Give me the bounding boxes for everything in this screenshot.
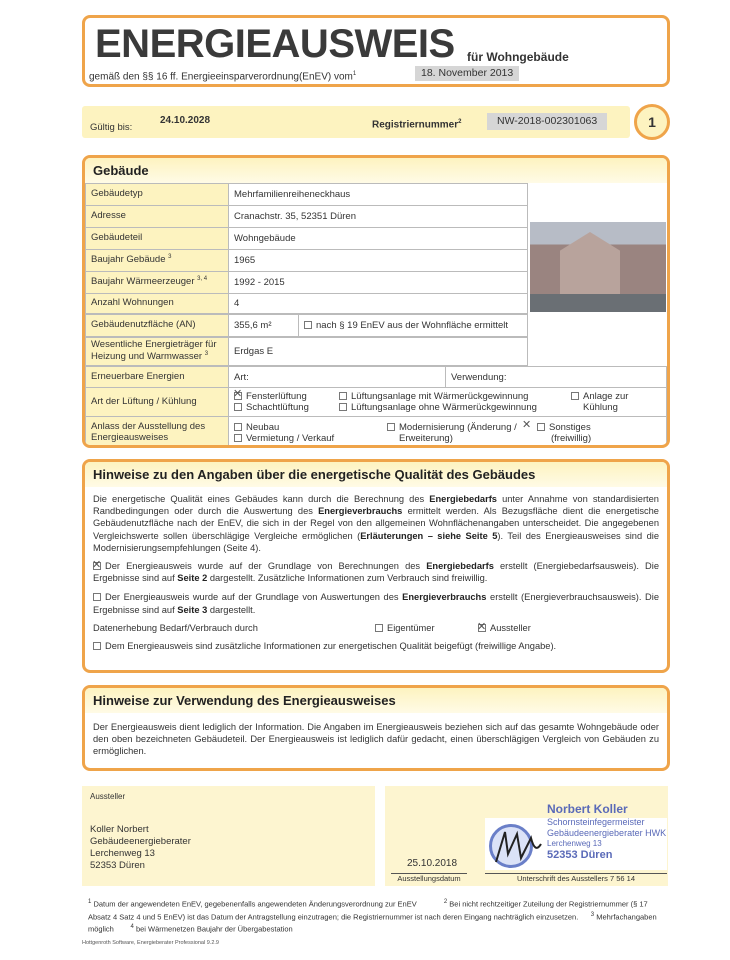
new-building-checkbox[interactable] xyxy=(234,423,242,431)
signature-panel xyxy=(385,786,668,886)
issuer-checkbox[interactable] xyxy=(478,624,486,632)
row-ventilation: Art der Lüftung / Kühlung ✕ Fensterlüftung Schachtlüftung Lüftungsanlage mit Wärmerückgewinnung Lüftungsanlage ohne Wärmerückgewinnung Anlage zur Kühlung xyxy=(86,388,667,417)
software-credit: Hottgenroth Software, Energieberater Professional 9.2.9 xyxy=(82,940,219,946)
page-number-badge: 1 xyxy=(634,104,670,140)
owner-checkbox[interactable] xyxy=(375,624,383,632)
building-photo xyxy=(530,222,666,312)
data-collection-row: Datenerhebung Bedarf/Verbrauch durch Eigentümer ✕ Aussteller xyxy=(85,622,667,635)
stamp-text: Norbert Koller Schornsteinfegermeister Gebäudeenergieberater HWK Lerchenweg 13 52353 Düren xyxy=(547,802,667,861)
usage-notes-section xyxy=(82,685,670,771)
document-title: ENERGIEAUSWEIS xyxy=(95,22,455,66)
rental-sale-checkbox[interactable] xyxy=(234,434,242,442)
footnotes: $^1$ Datum der angewendeten EnEV, gegebenenfalls angewendeten Änderungsverordnung zur EnEV $^2$ Bei nicht rechtzeitiger Zuteilung der Registriernummer (§ 17 Absatz 4 Satz 4 und 5 EnEV) ist das Datum der Antragstellung einzutragen; die Registriernummer ist nach deren Eingang nachträglich einzusetzen. $^3$ Mehrfachangaben möglich $^4$ bei Wärmenetzen Baujahr der Übergabestation xyxy=(88,899,657,934)
document-subtitle: für Wohngebäude xyxy=(467,50,569,64)
valid-until-date: 24.10.2028 xyxy=(160,115,211,126)
area-checkbox[interactable] xyxy=(304,321,312,329)
registration-number: NW-2018-002301063 xyxy=(487,113,607,130)
law-date: 18. November 2013 xyxy=(415,66,519,81)
title-box xyxy=(82,15,670,87)
law-reference: gemäß den §§ 16 ff. Energieeinsparverordnung(EnEV) vom$^1$ xyxy=(89,71,357,83)
issue-date-label: Ausstellungsdatum xyxy=(391,873,467,883)
row-energy-carrier: Wesentliche Energieträger für Heizung und Warmwasser $^3$ Erdgas E xyxy=(86,338,528,366)
demand-option: ✕Der Energieausweis wurde auf der Grundlage von Berechnungen des Energiebedarfs erstellt (Energiebedarfsausweis). Die Ergebnisse sind auf Seite 2 dargestellt. Zusätzliche Informationen zum Verbrauch sind freiwillig. xyxy=(85,560,667,584)
row-building-part: Gebäudeteil Wohngebäude xyxy=(86,228,528,250)
section-title: Hinweise zu den Angaben über die energetische Qualität des Gebäudes xyxy=(85,462,667,487)
issue-date: 25.10.2018 xyxy=(407,858,458,869)
valid-until-label: Gültig bis: xyxy=(90,122,133,133)
usage-text: Der Energieausweis dient lediglich der Information. Die Angaben im Energieausweis beziehen sich auf das gesamte Wohngebäude oder den oben bezeichneten Gebäudeteil. Der Energieausweis ist lediglich dafür gedacht, einen überschlägigen Vergleich von Gebäuden zu ermöglichen. xyxy=(93,722,659,757)
extra-info-checkbox[interactable] xyxy=(93,642,101,650)
ventilation-with-recovery-checkbox[interactable] xyxy=(339,392,347,400)
row-renewables: Erneuerbare Energien Art: Verwendung: xyxy=(86,367,667,388)
window-ventilation-checkbox[interactable] xyxy=(234,392,242,400)
ventilation-without-recovery-checkbox[interactable] xyxy=(339,403,347,411)
section-title: Gebäude xyxy=(85,158,667,183)
row-year-built: Baujahr Gebäude $^3$ 1965 xyxy=(86,250,528,272)
other-checkbox[interactable] xyxy=(537,423,545,431)
stamp-name: Norbert Koller xyxy=(547,802,628,816)
consumption-option: Der Energieausweis wurde auf der Grundlage von Auswertungen des Energieverbrauchs erstellt (Energieverbrauchsausweis). Die Ergebnisse sind auf Seite 3 dargestellt. xyxy=(93,592,659,615)
row-heater-year: Baujahr Wärmeerzeuger $^{3, 4}$ 1992 - 2015 xyxy=(86,272,528,294)
row-apartments: Anzahl Wohnungen 4 xyxy=(86,294,528,314)
cooling-checkbox[interactable] xyxy=(571,392,579,400)
shaft-ventilation-checkbox[interactable] xyxy=(234,403,242,411)
modernization-checkbox[interactable] xyxy=(387,423,395,431)
demand-checkbox[interactable] xyxy=(93,562,101,570)
validity-bar xyxy=(82,106,630,138)
consumption-checkbox[interactable] xyxy=(93,593,101,601)
signature xyxy=(493,824,545,869)
row-usable-area: Gebäudenutzfläche (AN) 355,6 m² nach § 19 EnEV aus der Wohnfläche ermittelt xyxy=(86,315,528,337)
building-section xyxy=(82,155,670,448)
extra-info-option: Dem Energieausweis sind zusätzliche Informationen zur energetischen Qualität beigefügt (freiwillige Angabe). xyxy=(85,640,667,652)
row-address: Adresse Cranachstr. 35, 52351 Düren xyxy=(86,206,528,228)
section-title: Hinweise zur Verwendung des Energieausweises xyxy=(85,688,667,713)
quality-notes-section xyxy=(82,459,670,673)
registration-label: Registriernummer$^2$ xyxy=(372,119,462,131)
row-building-type: Gebäudetyp Mehrfamilienreiheneckhaus xyxy=(86,184,528,206)
issuer-panel: Aussteller Koller Norbert Gebäudeenergieberater Lerchenweg 13 52353 Düren xyxy=(82,786,375,886)
notes-intro: Die energetische Qualität eines Gebäudes kann durch die Berechnung des Energiebedarfs unter Annahme von standardisierten Randbedingungen oder durch die Auswertung des Energieverbrauchs ermittelt werden. Als Bezugsfläche dient die energetische Gebäudenutzfläche nach der EnEV, die sich in der Regel von den allgemeinen Wohnflächenangaben unterscheidet. Die angegebenen Vergleichswerte sollen überschlägige Vergleiche ermöglichen (Erläuterungen – siehe Seite 5). Teil des Energieausweises sind die Modernisierungsempfehlungen (Seite 4). xyxy=(93,494,660,553)
signature-label: Unterschrift des Ausstellers 7 56 14 xyxy=(485,873,667,883)
row-issuance-reason: Anlass der Ausstellung des Energieausweises Neubau Vermietung / Verkauf Modernisierung (Änderung / Erweiterung) ✕Sonstiges (freiwillig) xyxy=(86,417,667,449)
